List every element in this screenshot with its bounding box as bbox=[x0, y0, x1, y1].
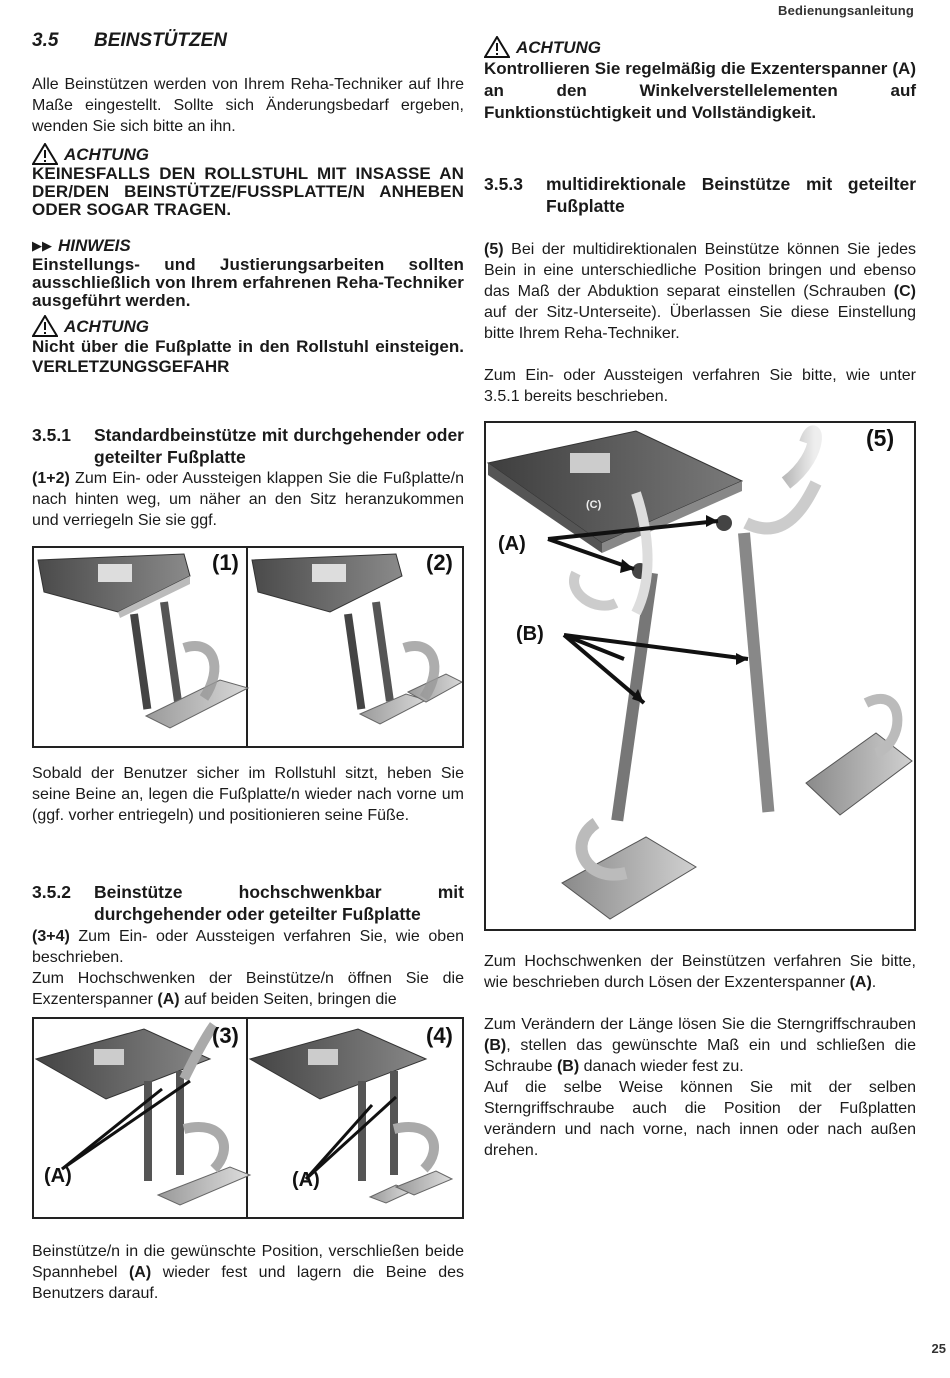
subsection-title: Beinstütze hochschwenkbar mit durchgehender oder geteilter Fußplatte bbox=[94, 882, 464, 924]
running-header: Bedienungsanleitung bbox=[778, 3, 914, 18]
swing-away-legrest-illustration bbox=[34, 1019, 462, 1217]
hint-block bbox=[32, 236, 464, 310]
paragraph-text: Zum Ein- oder Aussteigen verfahren Sie, wie oben beschrieben. bbox=[32, 928, 464, 966]
section-3-5-heading bbox=[32, 30, 464, 52]
part-reference: (A) bbox=[128, 1264, 152, 1281]
subsection-title: Standardbeinstütze mit durchgehender oder geteilter Fußplatte bbox=[94, 425, 464, 467]
subsection-3-5-3-heading bbox=[484, 173, 916, 217]
subsection-3-5-1-heading bbox=[32, 424, 464, 468]
warning-triangle-icon bbox=[32, 315, 58, 337]
paragraph-text: wieder fest und lagern die Beine des Benutzers darauf. bbox=[32, 1264, 465, 1302]
paragraph-3-5-3 bbox=[484, 239, 916, 344]
figure-5 bbox=[484, 421, 916, 931]
part-label-a: (A) bbox=[498, 533, 526, 555]
figure-1-2 bbox=[32, 546, 464, 748]
intro-paragraph bbox=[32, 74, 464, 137]
paragraph-text: Zum Ein- oder Aussteigen klappen Sie die Fußplatte/n nach hinten weg, um näher an den Sitz heranzukommen und verriegeln Sie sie ggf. bbox=[32, 470, 464, 529]
paragraph-3-5-2b bbox=[32, 1241, 464, 1304]
part-reference: (A) bbox=[157, 991, 180, 1008]
paragraph-fig5-a bbox=[484, 951, 916, 993]
warning-triangle-icon bbox=[484, 36, 510, 58]
section-title: BEINSTÜTZEN bbox=[94, 30, 227, 51]
subsection-number: 3.5.1 bbox=[32, 425, 71, 445]
figure-reference: (1+2) bbox=[32, 470, 70, 487]
part-label-a: (A) bbox=[44, 1165, 72, 1187]
figure-3-4 bbox=[32, 1017, 464, 1219]
paragraph-text: . bbox=[871, 974, 877, 991]
warning-label: ACHTUNG bbox=[64, 145, 149, 164]
warning-text: Nicht über die Fußplatte in den Rollstuhl einsteigen. VERLETZUNGSGEFAHR bbox=[32, 337, 464, 376]
paragraph-fig5-c bbox=[484, 1077, 916, 1161]
page-number: 25 bbox=[931, 1341, 946, 1356]
paragraph-3-5-2 bbox=[32, 926, 464, 1010]
paragraph-text: Zum Ein- oder Aussteigen verfahren Sie bitte, wie unter 3.5.1 bereits beschrieben. bbox=[484, 367, 916, 405]
paragraph-text: Zum Hochschwenken der Beinstütze/n öffnen Sie die Exzenterspanner bbox=[32, 970, 464, 1008]
hint-label: HINWEIS bbox=[58, 236, 131, 255]
figure-label-5: (5) bbox=[866, 425, 895, 451]
warning-text: KEINESFALLS DEN ROLLSTUHL MIT INSASSE AN DER/DEN BEINSTÜTZE/FUSSPLATTE/N ANHEBEN ODER SOGAR TRAGEN. bbox=[32, 164, 464, 219]
figure-reference: (5) bbox=[484, 241, 504, 258]
figure-label-4: (4) bbox=[426, 1023, 453, 1048]
part-label-b: (B) bbox=[516, 623, 544, 645]
paragraph-text: auf der Sitz-Unterseite). Überlassen Sie diese Einstellung bitte Ihrem Reha-Techniker. bbox=[484, 304, 916, 342]
subsection-3-5-2-heading bbox=[32, 881, 464, 925]
section-number: 3.5 bbox=[32, 30, 59, 51]
warning-block-2 bbox=[32, 315, 464, 377]
double-arrow-icon: ▶▶ bbox=[32, 238, 52, 253]
part-reference: (C) bbox=[893, 283, 916, 300]
part-label-a: (A) bbox=[292, 1169, 320, 1191]
paragraph-text: Beinstütze/n in die gewünschte Position, verschließen beide Spannhebel bbox=[32, 1243, 464, 1281]
paragraph-fig5-b bbox=[484, 1014, 916, 1077]
warning-block-3 bbox=[484, 36, 916, 124]
warning-label: ACHTUNG bbox=[516, 38, 601, 57]
figure-label-2: (2) bbox=[426, 550, 453, 575]
paragraph-text: Zum Verändern der Länge lösen Sie die Sterngriffschrauben bbox=[484, 1016, 916, 1033]
warning-text: Kontrollieren Sie regelmäßig die Exzenterspanner (A) an den Winkelverstellelementen auf Funktionstüchtigkeit und Vollständigkeit. bbox=[484, 59, 916, 122]
paragraph-3-5-3b bbox=[484, 365, 916, 407]
subsection-number: 3.5.2 bbox=[32, 882, 71, 902]
subsection-number: 3.5.3 bbox=[484, 174, 523, 194]
part-reference: (B) bbox=[484, 1037, 507, 1054]
part-reference: (B) bbox=[556, 1058, 580, 1075]
footplate-illustration bbox=[34, 548, 462, 746]
warning-block-1 bbox=[32, 143, 464, 219]
paragraph-text: Zum Hochschwenken der Beinstützen verfahren Sie bitte, wie beschrieben durch Lösen der Exzenterspanner bbox=[484, 953, 916, 991]
hint-text: Einstellungs- und Justierungsarbeiten sollten ausschließlich von Ihrem erfahrenen Reha-Techniker ausgeführt werden. bbox=[32, 255, 464, 310]
figure-label-1: (1) bbox=[212, 550, 239, 575]
intro-text: Alle Beinstützen werden von Ihrem Reha-Techniker auf Ihre Maße eingestellt. Sollte sich Änderungsbedarf ergeben, wenden Sie sich bitte an ihn. bbox=[32, 76, 464, 135]
paragraph-3-5-1b bbox=[32, 763, 464, 826]
part-label-c: (C) bbox=[586, 499, 602, 511]
paragraph-text: danach wieder fest zu. bbox=[579, 1058, 744, 1075]
warning-triangle-icon bbox=[32, 143, 58, 165]
paragraph-text: Bei der multidirektionalen Beinstütze können Sie jedes Bein in eine unterschiedliche Position bringen und ebenso das Maß der Abduktion separat einstellen (Schrauben bbox=[484, 241, 916, 300]
warning-label: ACHTUNG bbox=[64, 317, 149, 336]
subsection-title: multidirektionale Beinstütze mit geteilter Fußplatte bbox=[546, 174, 916, 216]
figure-reference: (3+4) bbox=[32, 928, 70, 945]
paragraph-text: , stellen das gewünschte Maß ein und schließen die Schraube bbox=[484, 1037, 916, 1075]
paragraph-text: Auf die selbe Weise können Sie mit der selben Sterngriffschraube auch die Position der Fußplatten verändern und nach vorne, nach innen oder nach außen drehen. bbox=[484, 1079, 916, 1159]
paragraph-text: Sobald der Benutzer sicher im Rollstuhl sitzt, heben Sie seine Beine an, legen die Fußplatte/n wieder nach vorne um (ggf. vorher entriegeln) und positionieren seine Füße. bbox=[32, 765, 464, 824]
multidirectional-legrest-illustration bbox=[486, 423, 914, 929]
figure-label-3: (3) bbox=[212, 1023, 239, 1048]
paragraph-3-5-1 bbox=[32, 468, 464, 531]
paragraph-text: auf beiden Seiten, bringen die bbox=[179, 991, 397, 1008]
part-reference: (A) bbox=[849, 974, 872, 991]
